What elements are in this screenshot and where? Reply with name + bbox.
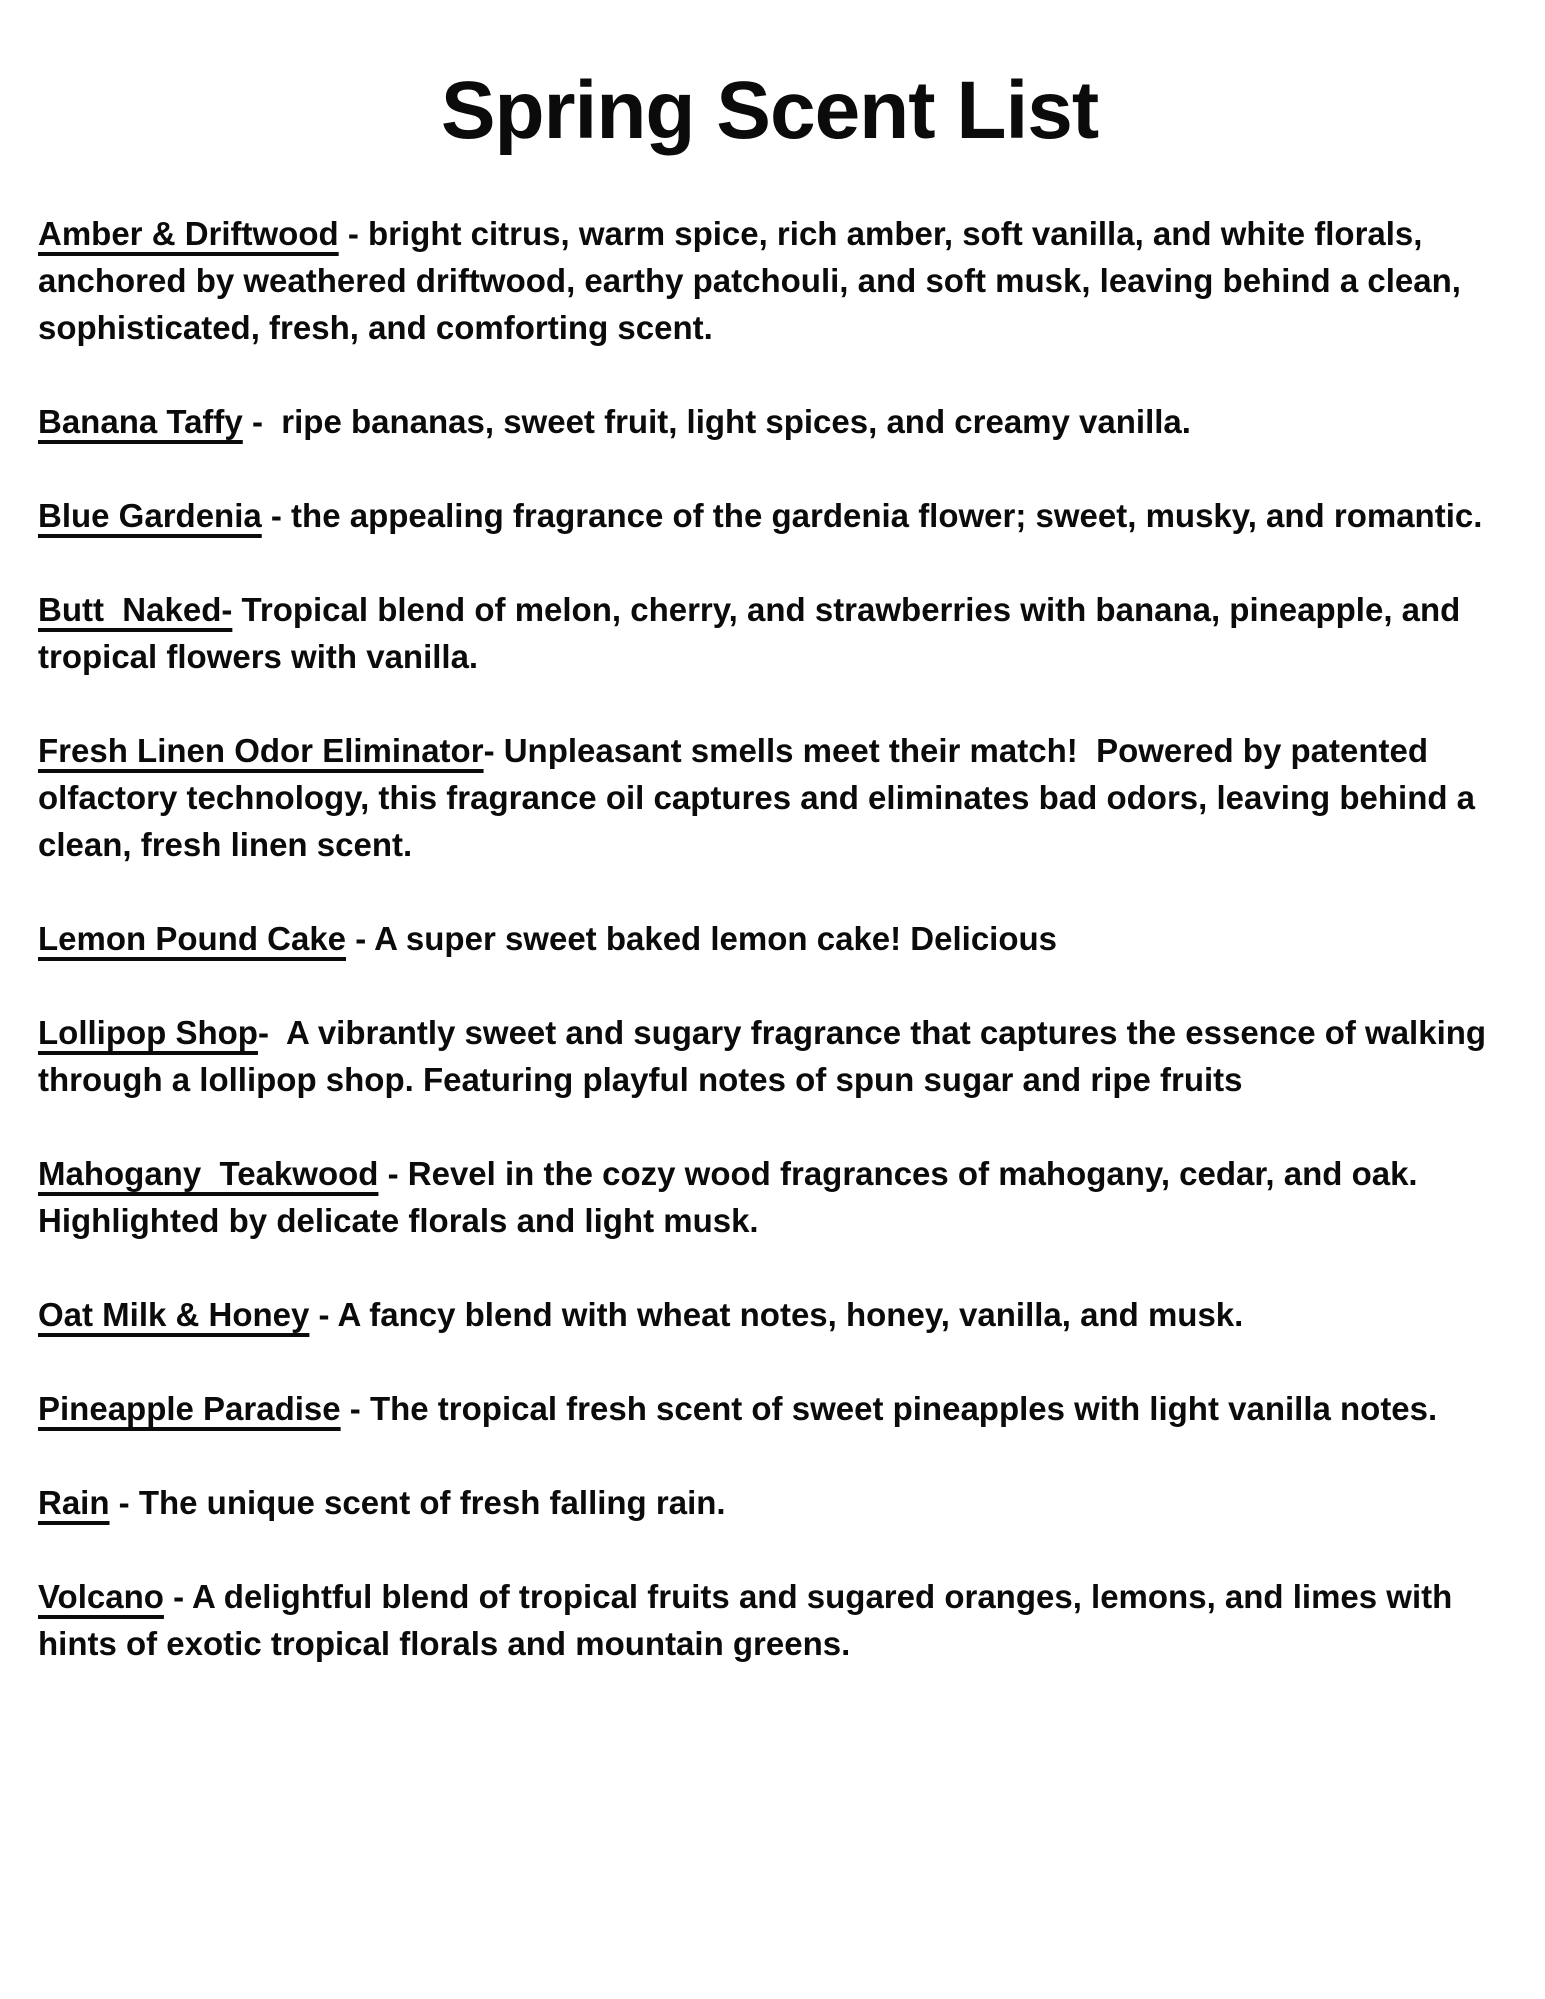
scent-name: Volcano	[38, 1578, 164, 1616]
scent-description: Tropical blend of melon, cherry, and strawberries with banana, pineapple, and tropical flowers with vanilla.	[38, 591, 1470, 676]
scent-description: - A fancy blend with wheat notes, honey, vanilla, and musk.	[309, 1296, 1244, 1334]
scent-name: Banana Taffy	[38, 403, 243, 441]
scent-description: - Revel in the cozy wood fragrances of mahogany, cedar, and oak. Highlighted by delicate florals and light musk.	[38, 1155, 1427, 1240]
scent-description: - A super sweet baked lemon cake! Delicious	[346, 920, 1058, 958]
scent-item	[38, 1009, 1498, 1103]
scent-list	[38, 210, 1501, 1667]
scent-item	[38, 210, 1498, 351]
scent-name: Fresh Linen Odor Eliminator	[38, 732, 484, 770]
scent-name: Amber & Driftwood	[38, 215, 339, 253]
scent-name: Blue Gardenia	[38, 497, 262, 535]
scent-item	[38, 1291, 1498, 1338]
scent-description: - bright citrus, warm spice, rich amber, soft vanilla, and white florals, anchored by weathered driftwood, earthy patchouli, and soft musk, leaving behind a clean, sophisticated, fresh, and comforting scent.	[38, 215, 1471, 347]
scent-name: Lemon Pound Cake	[38, 920, 347, 958]
scent-description: - ripe bananas, sweet fruit, light spices, and creamy vanilla.	[242, 403, 1191, 441]
scent-description: - A vibrantly sweet and sugary fragrance that captures the essence of walking through a lollipop shop. Featuring playful notes of spun sugar and ripe fruits	[38, 1014, 1496, 1099]
scent-description: - the appealing fragrance of the gardenia flower; sweet, musky, and romantic.	[261, 497, 1483, 535]
scent-item	[38, 1385, 1498, 1432]
scent-name: Mahogany Teakwood	[38, 1155, 379, 1193]
scent-item	[38, 915, 1498, 962]
scent-item	[38, 398, 1498, 445]
page-title: Spring Scent List	[440, 65, 1099, 156]
scent-item	[38, 1479, 1498, 1526]
scent-name: Pineapple Paradise	[38, 1390, 341, 1428]
scent-name: Oat Milk & Honey	[38, 1296, 310, 1334]
scent-name: Butt Naked-	[38, 591, 233, 629]
scent-description: - A delightful blend of tropical fruits and sugared oranges, lemons, and limes with hints of exotic tropical florals and mountain greens.	[38, 1578, 1462, 1663]
scent-description: - Unpleasant smells meet their match! Powered by patented olfactory technology, this fragrance oil captures and eliminates bad odors, leaving behind a clean, fresh linen scent.	[38, 732, 1485, 864]
scent-description: - The tropical fresh scent of sweet pineapples with light vanilla notes.	[340, 1390, 1438, 1428]
scent-item	[38, 586, 1498, 680]
scent-name: Rain	[38, 1484, 110, 1522]
scent-name: Lollipop Shop	[38, 1014, 258, 1052]
scent-item	[38, 1150, 1498, 1244]
scent-item	[38, 492, 1498, 539]
scent-item	[38, 727, 1498, 868]
scent-description: - The unique scent of fresh falling rain.	[109, 1484, 726, 1522]
scent-item	[38, 1573, 1498, 1667]
